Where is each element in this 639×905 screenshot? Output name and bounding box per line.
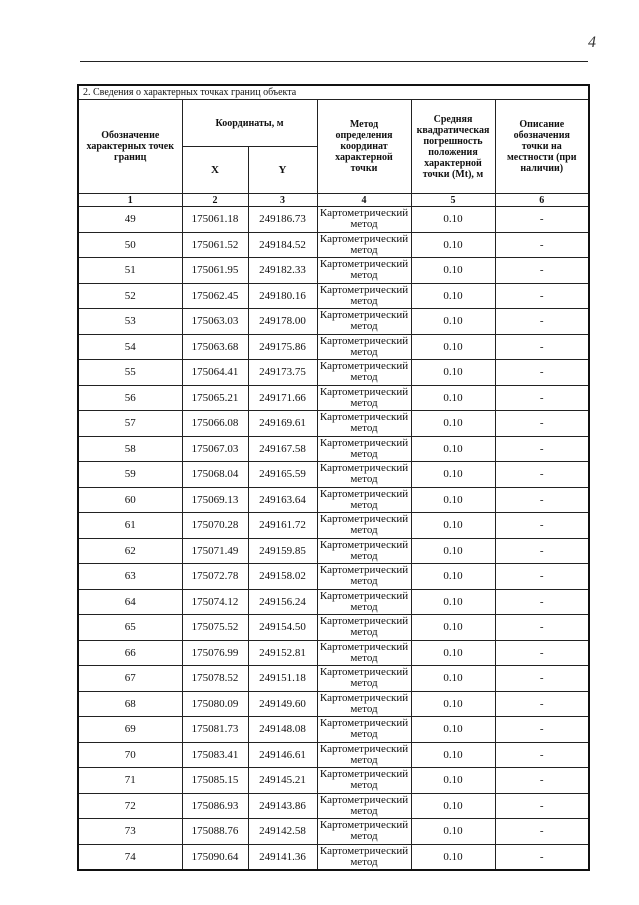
column-number: 4 — [317, 194, 411, 207]
section-title: 2. Сведения о характерных точках границ объекта — [78, 85, 589, 100]
description-cell: - — [495, 385, 589, 411]
page-number: 4 — [588, 34, 596, 51]
y-cell: 249158.02 — [248, 564, 317, 590]
table-row — [78, 487, 589, 513]
table-row — [78, 258, 589, 284]
method-text-line: Картометрический — [319, 564, 409, 577]
method-cell — [317, 487, 411, 513]
x-cell: 175072.78 — [182, 564, 248, 590]
column-number: 6 — [495, 194, 589, 207]
error-cell: 0.10 — [411, 640, 495, 666]
description-cell: - — [495, 589, 589, 615]
error-cell: 0.10 — [411, 691, 495, 717]
error-cell: 0.10 — [411, 411, 495, 437]
method-text-line: Картометрический — [319, 589, 409, 602]
table-row — [78, 666, 589, 692]
method-text-line: метод — [350, 294, 378, 307]
header-error: Средняя квадратическая погрешность положения характерной точки (Mt), м — [411, 100, 495, 194]
error-cell: 0.10 — [411, 513, 495, 539]
method-text-line: метод — [350, 830, 378, 843]
method-text-line: метод — [350, 371, 378, 384]
y-cell: 249163.64 — [248, 487, 317, 513]
point-cell: 62 — [78, 538, 182, 564]
y-cell: 249184.52 — [248, 232, 317, 258]
method-text-line: Картометрический — [319, 717, 409, 730]
y-cell: 249151.18 — [248, 666, 317, 692]
method-text-line: Картометрический — [319, 385, 409, 398]
method-text-line: метод — [350, 575, 378, 588]
method-cell — [317, 691, 411, 717]
method-text-line: Картометрический — [319, 768, 409, 781]
y-cell: 249186.73 — [248, 207, 317, 233]
method-text-line: Картометрический — [319, 411, 409, 424]
description-cell: - — [495, 666, 589, 692]
description-cell: - — [495, 232, 589, 258]
method-cell — [317, 334, 411, 360]
y-cell: 249146.61 — [248, 742, 317, 768]
method-text-line: метод — [350, 651, 378, 664]
table-row — [78, 385, 589, 411]
error-cell: 0.10 — [411, 666, 495, 692]
method-cell — [317, 742, 411, 768]
x-cell: 175062.45 — [182, 283, 248, 309]
point-cell: 54 — [78, 334, 182, 360]
point-cell: 56 — [78, 385, 182, 411]
y-cell: 249159.85 — [248, 538, 317, 564]
method-text-line: метод — [350, 677, 378, 690]
y-cell: 249152.81 — [248, 640, 317, 666]
table-row — [78, 717, 589, 743]
y-cell: 249178.00 — [248, 309, 317, 335]
point-cell: 58 — [78, 436, 182, 462]
method-text-line: Картометрический — [319, 207, 409, 220]
method-text-line: Картометрический — [319, 538, 409, 551]
method-text-line: метод — [350, 626, 378, 639]
table-row — [78, 462, 589, 488]
point-cell: 57 — [78, 411, 182, 437]
description-cell: - — [495, 819, 589, 845]
description-cell: - — [495, 360, 589, 386]
method-text-line: Картометрический — [319, 232, 409, 245]
description-cell: - — [495, 615, 589, 641]
error-cell: 0.10 — [411, 487, 495, 513]
header-point-label: Обозначение характерных точек границ — [78, 100, 182, 194]
x-cell: 175066.08 — [182, 411, 248, 437]
method-text-line: Картометрический — [319, 666, 409, 679]
table-body — [78, 207, 589, 871]
y-cell: 249180.16 — [248, 283, 317, 309]
description-cell: - — [495, 513, 589, 539]
y-cell: 249143.86 — [248, 793, 317, 819]
method-cell — [317, 283, 411, 309]
table-row — [78, 232, 589, 258]
error-cell: 0.10 — [411, 309, 495, 335]
method-text-line: метод — [350, 702, 378, 715]
description-cell: - — [495, 717, 589, 743]
error-cell: 0.10 — [411, 207, 495, 233]
error-cell: 0.10 — [411, 589, 495, 615]
x-cell: 175080.09 — [182, 691, 248, 717]
method-text-line: метод — [350, 218, 378, 231]
method-cell — [317, 768, 411, 794]
table-row — [78, 283, 589, 309]
x-cell: 175086.93 — [182, 793, 248, 819]
method-text-line: Картометрический — [319, 436, 409, 449]
method-text-line: метод — [350, 728, 378, 741]
point-cell: 72 — [78, 793, 182, 819]
method-cell — [317, 538, 411, 564]
method-cell — [317, 564, 411, 590]
method-text-line: Картометрический — [319, 360, 409, 373]
x-cell: 175061.18 — [182, 207, 248, 233]
point-cell: 49 — [78, 207, 182, 233]
description-cell: - — [495, 844, 589, 870]
method-cell — [317, 232, 411, 258]
point-cell: 50 — [78, 232, 182, 258]
error-cell: 0.10 — [411, 819, 495, 845]
error-cell: 0.10 — [411, 538, 495, 564]
point-cell: 61 — [78, 513, 182, 539]
boundary-points-table — [77, 84, 590, 871]
x-cell: 175090.64 — [182, 844, 248, 870]
error-cell: 0.10 — [411, 334, 495, 360]
method-text-line: метод — [350, 422, 378, 435]
method-cell — [317, 360, 411, 386]
method-text-line: Картометрический — [319, 844, 409, 857]
method-text-line: Картометрический — [319, 691, 409, 704]
method-text-line: метод — [350, 447, 378, 460]
table-row — [78, 309, 589, 335]
method-cell — [317, 589, 411, 615]
method-text-line: метод — [350, 345, 378, 358]
x-cell: 175067.03 — [182, 436, 248, 462]
error-cell: 0.10 — [411, 283, 495, 309]
y-cell: 249169.61 — [248, 411, 317, 437]
column-number: 1 — [78, 194, 182, 207]
table-row — [78, 589, 589, 615]
description-cell: - — [495, 691, 589, 717]
column-number-row — [78, 194, 589, 207]
y-cell: 249141.36 — [248, 844, 317, 870]
method-text-line: метод — [350, 524, 378, 537]
error-cell: 0.10 — [411, 844, 495, 870]
method-text-line: метод — [350, 600, 378, 613]
method-text-line: Картометрический — [319, 615, 409, 628]
table-row — [78, 640, 589, 666]
table-row — [78, 538, 589, 564]
method-cell — [317, 819, 411, 845]
point-cell: 51 — [78, 258, 182, 284]
error-cell: 0.10 — [411, 717, 495, 743]
method-cell — [317, 513, 411, 539]
x-cell: 175061.52 — [182, 232, 248, 258]
description-cell: - — [495, 640, 589, 666]
x-cell: 175076.99 — [182, 640, 248, 666]
x-cell: 175069.13 — [182, 487, 248, 513]
x-cell: 175083.41 — [182, 742, 248, 768]
error-cell: 0.10 — [411, 385, 495, 411]
method-text-line: Картометрический — [319, 742, 409, 755]
description-cell: - — [495, 742, 589, 768]
table-row — [78, 819, 589, 845]
table-row — [78, 793, 589, 819]
method-text-line: Картометрический — [319, 309, 409, 322]
y-cell: 249175.86 — [248, 334, 317, 360]
error-cell: 0.10 — [411, 360, 495, 386]
point-cell: 67 — [78, 666, 182, 692]
y-cell: 249167.58 — [248, 436, 317, 462]
top-rule — [80, 61, 588, 62]
method-text-line: метод — [350, 243, 378, 256]
method-cell — [317, 640, 411, 666]
description-cell: - — [495, 487, 589, 513]
column-number: 2 — [182, 194, 248, 207]
method-cell — [317, 436, 411, 462]
x-cell: 175075.52 — [182, 615, 248, 641]
table-row — [78, 768, 589, 794]
point-cell: 64 — [78, 589, 182, 615]
method-cell — [317, 793, 411, 819]
x-cell: 175061.95 — [182, 258, 248, 284]
method-cell — [317, 717, 411, 743]
error-cell: 0.10 — [411, 615, 495, 641]
method-text-line: метод — [350, 549, 378, 562]
table-row — [78, 334, 589, 360]
description-cell: - — [495, 793, 589, 819]
point-cell: 60 — [78, 487, 182, 513]
point-cell: 66 — [78, 640, 182, 666]
method-text-line: Картометрический — [319, 487, 409, 500]
point-cell: 73 — [78, 819, 182, 845]
x-cell: 175065.21 — [182, 385, 248, 411]
error-cell: 0.10 — [411, 768, 495, 794]
method-text-line: метод — [350, 804, 378, 817]
point-cell: 53 — [78, 309, 182, 335]
y-cell: 249148.08 — [248, 717, 317, 743]
table-row — [78, 742, 589, 768]
table-row — [78, 513, 589, 539]
table-row — [78, 411, 589, 437]
x-cell: 175085.15 — [182, 768, 248, 794]
header-coordinates: Координаты, м — [182, 100, 317, 147]
point-cell: 71 — [78, 768, 182, 794]
method-text-line: Картометрический — [319, 334, 409, 347]
method-text-line: Картометрический — [319, 819, 409, 832]
method-text-line: Картометрический — [319, 793, 409, 806]
point-cell: 69 — [78, 717, 182, 743]
method-text-line: Картометрический — [319, 283, 409, 296]
method-cell — [317, 462, 411, 488]
point-cell: 63 — [78, 564, 182, 590]
x-cell: 175078.52 — [182, 666, 248, 692]
x-cell: 175063.03 — [182, 309, 248, 335]
error-cell: 0.10 — [411, 436, 495, 462]
x-cell: 175070.28 — [182, 513, 248, 539]
description-cell: - — [495, 564, 589, 590]
method-cell — [317, 258, 411, 284]
description-cell: - — [495, 436, 589, 462]
method-text-line: метод — [350, 320, 378, 333]
y-cell: 249173.75 — [248, 360, 317, 386]
method-cell — [317, 615, 411, 641]
table-row — [78, 844, 589, 870]
error-cell: 0.10 — [411, 742, 495, 768]
method-cell — [317, 207, 411, 233]
table-row — [78, 360, 589, 386]
x-cell: 175071.49 — [182, 538, 248, 564]
table-row — [78, 691, 589, 717]
x-cell: 175074.12 — [182, 589, 248, 615]
method-text-line: метод — [350, 396, 378, 409]
error-cell: 0.10 — [411, 258, 495, 284]
error-cell: 0.10 — [411, 564, 495, 590]
method-text-line: метод — [350, 498, 378, 511]
y-cell: 249142.58 — [248, 819, 317, 845]
method-text-line: Картометрический — [319, 462, 409, 475]
description-cell: - — [495, 283, 589, 309]
x-cell: 175088.76 — [182, 819, 248, 845]
table-row — [78, 615, 589, 641]
method-text-line: метод — [350, 473, 378, 486]
header-method: Метод определения координат характерной точки — [317, 100, 411, 194]
description-cell: - — [495, 334, 589, 360]
column-number: 3 — [248, 194, 317, 207]
y-cell: 249171.66 — [248, 385, 317, 411]
method-text-line: Картометрический — [319, 640, 409, 653]
description-cell: - — [495, 538, 589, 564]
column-number: 5 — [411, 194, 495, 207]
x-cell: 175063.68 — [182, 334, 248, 360]
point-cell: 55 — [78, 360, 182, 386]
point-cell: 65 — [78, 615, 182, 641]
method-cell — [317, 309, 411, 335]
description-cell: - — [495, 411, 589, 437]
point-cell: 70 — [78, 742, 182, 768]
point-cell: 74 — [78, 844, 182, 870]
header-description: Описание обозначения точки на местности (при наличии) — [495, 100, 589, 194]
error-cell: 0.10 — [411, 462, 495, 488]
y-cell: 249145.21 — [248, 768, 317, 794]
method-text-line: метод — [350, 753, 378, 766]
description-cell: - — [495, 462, 589, 488]
point-cell: 68 — [78, 691, 182, 717]
point-cell: 52 — [78, 283, 182, 309]
description-cell: - — [495, 258, 589, 284]
method-text-line: метод — [350, 779, 378, 792]
method-text-line: Картометрический — [319, 258, 409, 271]
description-cell: - — [495, 768, 589, 794]
method-text-line: метод — [350, 269, 378, 282]
y-cell: 249156.24 — [248, 589, 317, 615]
y-cell: 249161.72 — [248, 513, 317, 539]
table-row — [78, 436, 589, 462]
method-text-line: Картометрический — [319, 513, 409, 526]
table-row — [78, 207, 589, 233]
method-cell — [317, 411, 411, 437]
x-cell: 175081.73 — [182, 717, 248, 743]
method-text-line: метод — [350, 855, 378, 868]
error-cell: 0.10 — [411, 793, 495, 819]
y-cell: 249154.50 — [248, 615, 317, 641]
header-y: Y — [248, 147, 317, 194]
method-cell — [317, 385, 411, 411]
error-cell: 0.10 — [411, 232, 495, 258]
point-cell: 59 — [78, 462, 182, 488]
x-cell: 175064.41 — [182, 360, 248, 386]
y-cell: 249165.59 — [248, 462, 317, 488]
method-cell — [317, 844, 411, 870]
y-cell: 249182.33 — [248, 258, 317, 284]
header-x: X — [182, 147, 248, 194]
y-cell: 249149.60 — [248, 691, 317, 717]
x-cell: 175068.04 — [182, 462, 248, 488]
table-row — [78, 564, 589, 590]
description-cell: - — [495, 207, 589, 233]
method-cell — [317, 666, 411, 692]
description-cell: - — [495, 309, 589, 335]
